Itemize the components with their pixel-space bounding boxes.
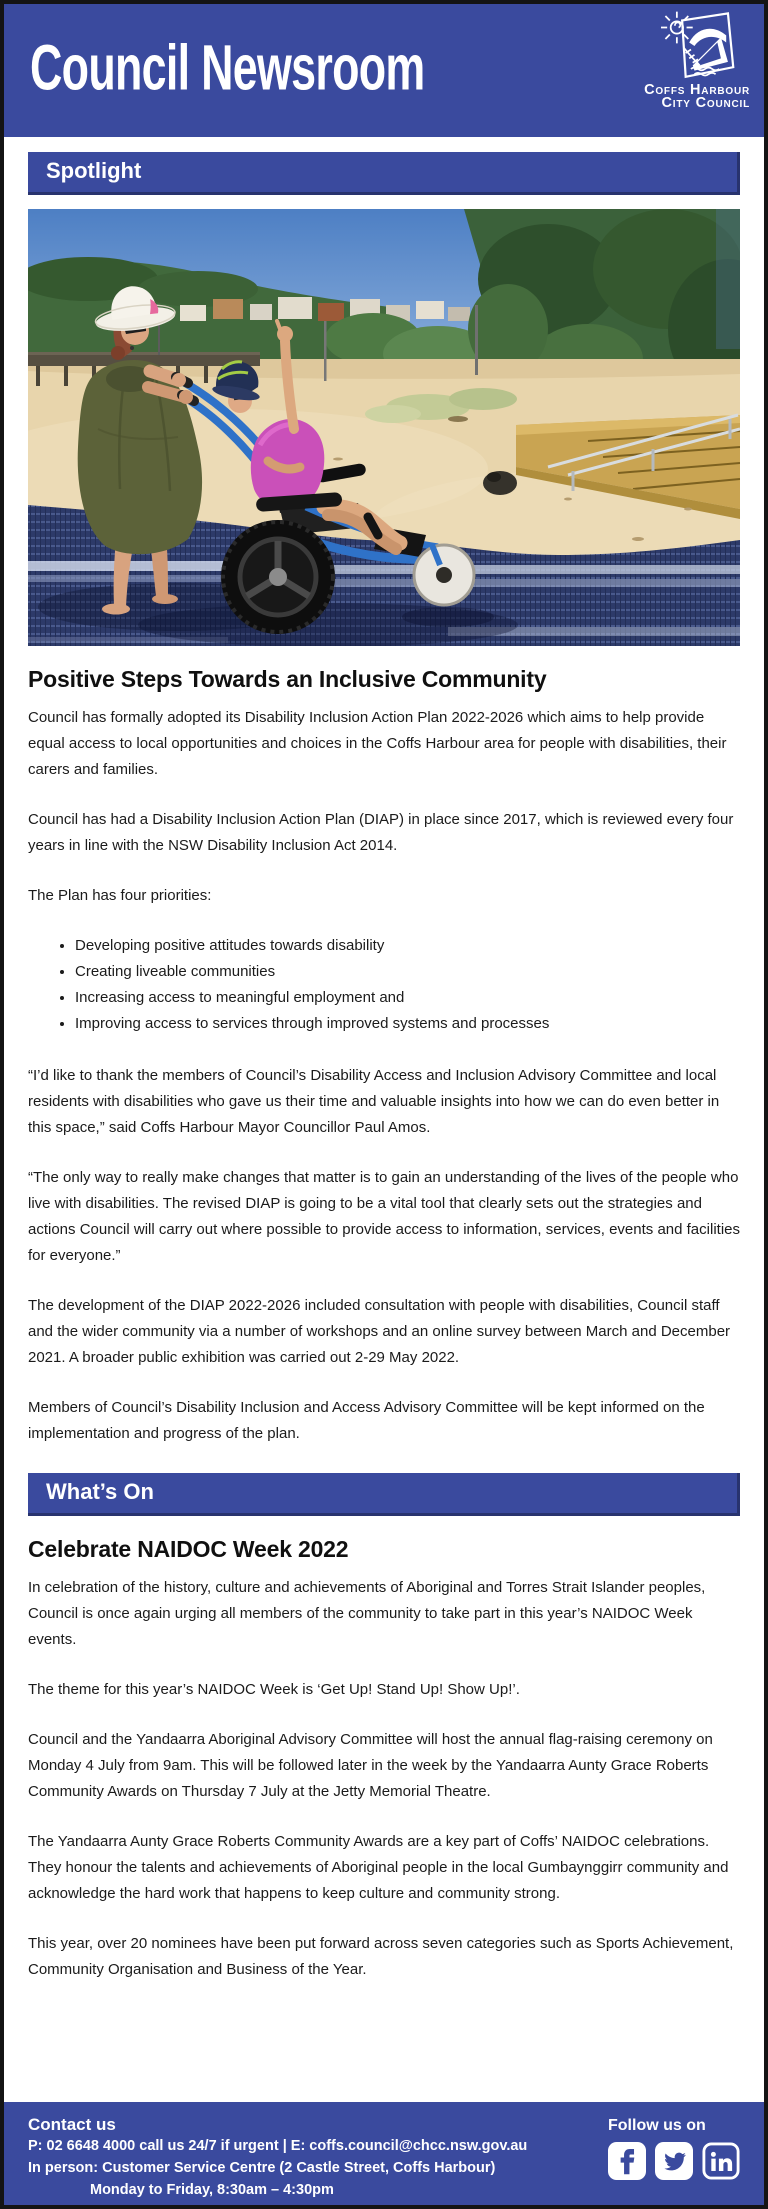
spotlight-section-bar (28, 152, 740, 195)
spotlight-section-label: Spotlight (46, 158, 142, 183)
follow-us-block (608, 2114, 740, 2201)
coffs-harbour-council-emblem-icon (656, 9, 740, 83)
article-paragraph: In celebration of the history, culture and achievements of Aboriginal and Torres Strait Islander peoples, Council is once again urging all members of the community to take part in this year’s NAIDOC Week events. (28, 1579, 706, 1648)
facebook-icon[interactable] (608, 2142, 646, 2180)
in-person-line: In person: Customer Service Centre (2 Castle Street, Coffs Harbour) (28, 2160, 496, 2176)
spotlight-photo (28, 209, 740, 646)
article-paragraph: The Yandaarra Aunty Grace Roberts Community Awards are a key part of Coffs’ NAIDOC celebrations. They honour the talents and achievements of Aboriginal people in the local Gumbaynggirr community and acknowledge the hard work that happens to keep culture and community strong. (28, 1833, 729, 1902)
spotlight-article (28, 666, 740, 1447)
contact-heading: Contact us (28, 2115, 116, 2134)
newsletter-body (4, 137, 764, 2102)
whats-on-article-title: Celebrate NAIDOC Week 2022 (28, 1536, 349, 1562)
article-paragraph: The development of the DIAP 2022-2026 included consultation with people with disabilities, Council staff and the wider community via a number of workshops and an online survey between March and December 2021. A broader public exhibition was carried out 2-29 May 2022. (28, 1297, 731, 1366)
follow-us-label: Follow us on (608, 2117, 706, 2134)
article-paragraph: The Plan has four priorities: (28, 887, 212, 904)
list-item: • Creating liveable communities (75, 959, 740, 985)
linkedin-icon[interactable] (702, 2142, 740, 2180)
list-item: • Increasing access to meaningful employment and (75, 985, 740, 1011)
spotlight-article-title: Positive Steps Towards an Inclusive Community (28, 666, 547, 692)
article-paragraph: This year, over 20 nominees have been put forward across seven categories such as Sports Achievement, Community Organisation and Business of the Year. (28, 1935, 734, 1978)
hours-line: Monday to Friday, 8:30am – 4:30pm (90, 2182, 334, 2198)
article-paragraph: The theme for this year’s NAIDOC Week is ‘Get Up! Stand Up! Show Up!’. (28, 1681, 520, 1698)
newsletter-title: Council Newsroom (30, 30, 425, 103)
whats-on-article (28, 1536, 740, 1983)
logo-text-line2: City Council (661, 95, 750, 111)
article-paragraph: “I’d like to thank the members of Council’s Disability Access and Inclusion Advisory Committee and local residents with disabilities who gave us their time and valuable insights into how we can do even better in this space,” said Coffs Harbour Mayor Councillor Paul Amos. (28, 1067, 720, 1136)
article-paragraph: “The only way to really make changes that matter is to gain an understanding of the lives of the people who live with disabilities. The revised DIAP is going to be a vital tool that clearly sets out the strategies and actions Council will carry out where possible to provide access to information, services, events and facilities for everyone.” (28, 1169, 740, 1264)
contact-footer (4, 2102, 764, 2205)
article-paragraph: Council has formally adopted its Disability Inclusion Action Plan 2022-2026 which aims to help provide equal access to local opportunities and choices in the Coffs Harbour area for people with disabilities, their carers and families. (28, 709, 727, 778)
phone-email-line: P: 02 6648 4000 call us 24/7 if urgent | E: coffs.council@chcc.nsw.gov.au (28, 2138, 528, 2154)
contact-details (28, 2114, 527, 2201)
whats-on-section-label: What’s On (46, 1479, 154, 1504)
article-paragraph: Members of Council’s Disability Inclusion and Access Advisory Committee will be kept informed on the implementation and progress of the plan. (28, 1399, 705, 1442)
council-logo (570, 9, 750, 110)
masthead (4, 4, 764, 137)
whats-on-section-bar (28, 1473, 740, 1516)
priorities-list (28, 933, 740, 1037)
article-paragraph: Council has had a Disability Inclusion Action Plan (DIAP) in place since 2017, which is reviewed every four years in line with the NSW Disability Inclusion Act 2014. (28, 811, 734, 854)
list-item: • Improving access to services through improved systems and processes (75, 1011, 740, 1037)
social-icons-row (608, 2142, 740, 2180)
logo-text-line1: Coffs Harbour (644, 82, 750, 98)
list-item: • Developing positive attitudes towards disability (75, 933, 740, 959)
twitter-icon[interactable] (655, 2142, 693, 2180)
article-paragraph: Council and the Yandaarra Aboriginal Advisory Committee will host the annual flag-raising ceremony on Monday 4 July from 9am. This will be followed later in the week by the Yandaarra Aunty Grace Roberts Community Awards on Thursday 7 July at the Jetty Memorial Theatre. (28, 1731, 713, 1800)
